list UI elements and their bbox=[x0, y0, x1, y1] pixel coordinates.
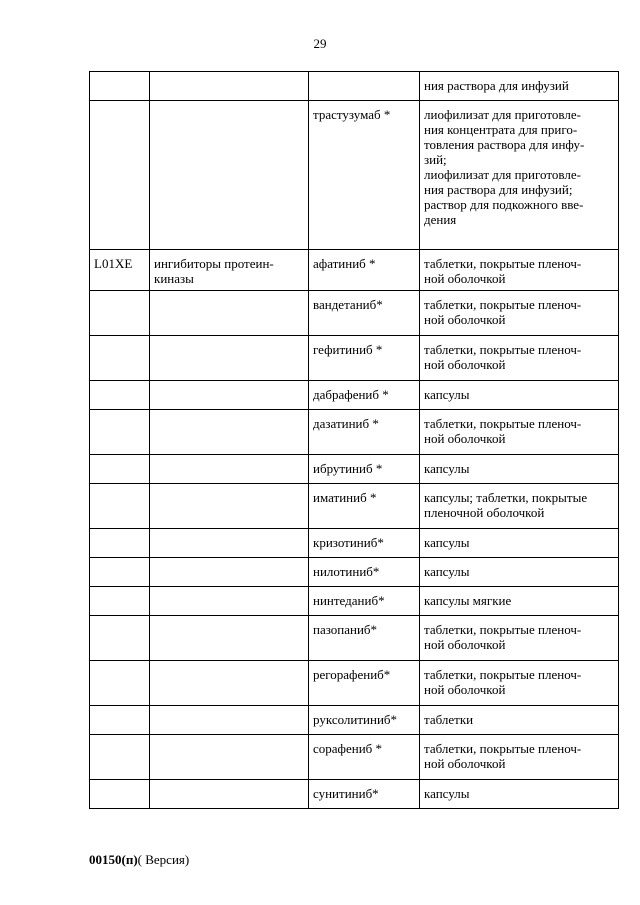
drug-name-cell: трастузумаб * bbox=[309, 101, 420, 250]
dosage-form-cell: таблетки, покрытые пленоч- ной оболочкой bbox=[420, 661, 619, 706]
table-row bbox=[90, 455, 619, 484]
dosage-form-cell: таблетки, покрытые пленоч- ной оболочкой bbox=[420, 735, 619, 780]
dosage-form-cell: капсулы; таблетки, покрытые пленочной оболочкой bbox=[420, 484, 619, 529]
atc-code-cell: L01XE bbox=[90, 250, 150, 291]
drug-name-cell: ибрутиниб * bbox=[309, 455, 420, 484]
group-cell bbox=[150, 484, 309, 529]
table-row bbox=[90, 336, 619, 381]
drug-name-cell bbox=[309, 72, 420, 101]
atc-code-cell bbox=[90, 291, 150, 336]
table-row bbox=[90, 291, 619, 336]
drug-name-cell: нинтеданиб* bbox=[309, 587, 420, 616]
atc-code-cell bbox=[90, 455, 150, 484]
table-row bbox=[90, 484, 619, 529]
group-cell bbox=[150, 101, 309, 250]
dosage-form-cell: капсулы bbox=[420, 780, 619, 809]
dosage-form-cell: таблетки, покрытые пленоч- ной оболочкой bbox=[420, 250, 619, 291]
group-cell bbox=[150, 735, 309, 780]
group-cell: ингибиторы протеин- киназы bbox=[150, 250, 309, 291]
group-cell bbox=[150, 587, 309, 616]
dosage-form-cell: капсулы bbox=[420, 381, 619, 410]
atc-code-cell bbox=[90, 101, 150, 250]
group-cell bbox=[150, 558, 309, 587]
table-row bbox=[90, 616, 619, 661]
dosage-form-cell: лиофилизат для приготовле- ния концентрата для приго- товления раствора для инфу- зий; лиофилизат для приготовле- ния раствора для инфузий; раствор для подкожного вве- дения bbox=[420, 101, 619, 250]
drug-table bbox=[89, 71, 619, 809]
group-cell bbox=[150, 72, 309, 101]
atc-code-cell bbox=[90, 336, 150, 381]
atc-code-cell bbox=[90, 410, 150, 455]
drug-name-cell: гефитиниб * bbox=[309, 336, 420, 381]
group-cell bbox=[150, 529, 309, 558]
drug-name-cell: вандетаниб* bbox=[309, 291, 420, 336]
table-row bbox=[90, 587, 619, 616]
atc-code-cell bbox=[90, 72, 150, 101]
drug-name-cell: иматиниб * bbox=[309, 484, 420, 529]
dosage-form-cell: капсулы bbox=[420, 455, 619, 484]
group-cell bbox=[150, 381, 309, 410]
dosage-form-cell: ния раствора для инфузий bbox=[420, 72, 619, 101]
atc-code-cell bbox=[90, 706, 150, 735]
table-row bbox=[90, 558, 619, 587]
dosage-form-cell: таблетки bbox=[420, 706, 619, 735]
atc-code-cell bbox=[90, 381, 150, 410]
group-cell bbox=[150, 780, 309, 809]
drug-name-cell: дабрафениб * bbox=[309, 381, 420, 410]
drug-name-cell: регорафениб* bbox=[309, 661, 420, 706]
drug-name-cell: кризотиниб* bbox=[309, 529, 420, 558]
table-row bbox=[90, 661, 619, 706]
dosage-form-cell: капсулы мягкие bbox=[420, 587, 619, 616]
group-cell bbox=[150, 616, 309, 661]
table-row bbox=[90, 250, 619, 291]
atc-code-cell bbox=[90, 735, 150, 780]
page-number: 29 bbox=[313, 36, 327, 51]
drug-name-cell: сунитиниб* bbox=[309, 780, 420, 809]
table-row bbox=[90, 529, 619, 558]
group-cell bbox=[150, 455, 309, 484]
table-row bbox=[90, 101, 619, 250]
group-cell bbox=[150, 336, 309, 381]
atc-code-cell bbox=[90, 558, 150, 587]
table-row bbox=[90, 735, 619, 780]
group-cell bbox=[150, 410, 309, 455]
table-row bbox=[90, 410, 619, 455]
atc-code-cell bbox=[90, 484, 150, 529]
atc-code-cell bbox=[90, 661, 150, 706]
group-cell bbox=[150, 706, 309, 735]
atc-code-cell bbox=[90, 529, 150, 558]
drug-name-cell: дазатиниб * bbox=[309, 410, 420, 455]
atc-code-cell bbox=[90, 780, 150, 809]
table-row bbox=[90, 706, 619, 735]
document-version: ( Версия) bbox=[137, 852, 190, 867]
group-cell bbox=[150, 661, 309, 706]
dosage-form-cell: капсулы bbox=[420, 529, 619, 558]
document-id: 00150(п) bbox=[89, 852, 138, 867]
table-row bbox=[90, 780, 619, 809]
dosage-form-cell: таблетки, покрытые пленоч- ной оболочкой bbox=[420, 616, 619, 661]
drug-name-cell: нилотиниб* bbox=[309, 558, 420, 587]
drug-name-cell: сорафениб * bbox=[309, 735, 420, 780]
dosage-form-cell: таблетки, покрытые пленоч- ной оболочкой bbox=[420, 291, 619, 336]
table-row bbox=[90, 72, 619, 101]
drug-name-cell: пазопаниб* bbox=[309, 616, 420, 661]
atc-code-cell bbox=[90, 616, 150, 661]
dosage-form-cell: таблетки, покрытые пленоч- ной оболочкой bbox=[420, 410, 619, 455]
drug-name-cell: афатиниб * bbox=[309, 250, 420, 291]
group-cell bbox=[150, 291, 309, 336]
dosage-form-cell: капсулы bbox=[420, 558, 619, 587]
footer bbox=[89, 852, 189, 868]
dosage-form-cell: таблетки, покрытые пленоч- ной оболочкой bbox=[420, 336, 619, 381]
atc-code-cell bbox=[90, 587, 150, 616]
table-row bbox=[90, 381, 619, 410]
drug-name-cell: руксолитиниб* bbox=[309, 706, 420, 735]
